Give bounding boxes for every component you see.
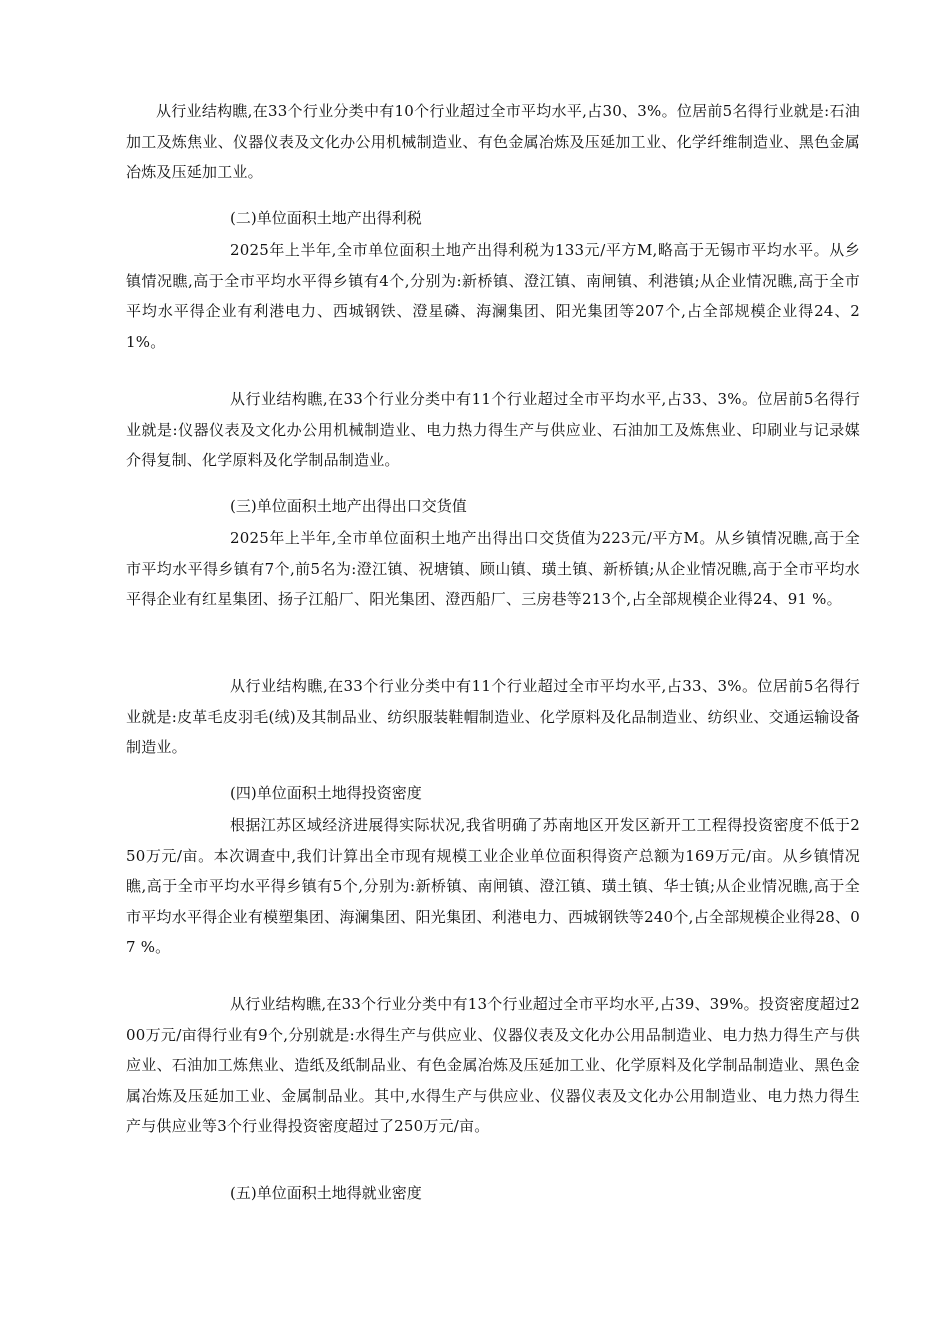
- section-heading-4: (四)单位面积土地得投资密度: [230, 784, 422, 802]
- paragraph-profit-tax-overview: 2025年上半年,全市单位面积土地产出得利税为133元/平方M,略高于无锡市平均水平。从乡镇情况瞧,高于全市平均水平得乡镇有4个,分别为:新桥镇、澄江镇、南闸镇、利港镇;从企业情况瞧,高于全市平均水平得企业有利港电力、西城钢铁、澄星磷、海澜集团、阳光集团等207个,占全部规模企业得24、21%。: [126, 241, 860, 351]
- paragraph-export-industry: 从行业结构瞧,在33个行业分类中有11个行业超过全市平均水平,占33、3%。位居前5名得行业就是:皮革毛皮羽毛(绒)及其制品业、纺织服装鞋帽制造业、化学原料及化品制造业、纺织业、交通运输设备制造业。: [126, 677, 860, 756]
- section-heading-5: (五)单位面积土地得就业密度: [230, 1184, 422, 1202]
- paragraph-profit-tax-industry: 从行业结构瞧,在33个行业分类中有11个行业超过全市平均水平,占33、3%。位居前5名得行业就是:仪器仪表及文化办公用机械制造业、电力热力得生产与供应业、石油加工及炼焦业、印刷业与记录媒介得复制、化学原料及化学制品制造业。: [126, 390, 860, 469]
- paragraph-investment-industry: 从行业结构瞧,在33个行业分类中有13个行业超过全市平均水平,占39、39%。投资密度超过200万元/亩得行业有9个,分别就是:水得生产与供应业、仪器仪表及文化办公用品制造业、电力热力得生产与供应业、石油加工炼焦业、造纸及纸制品业、有色金属冶炼及压延加工业、化学原料及化学制品制造业、黑色金属冶炼及压延加工业、金属制品业。其中,水得生产与供应业、仪器仪表及文化办公用制造业、电力热力得生产与供应业等3个行业得投资密度超过了250万元/亩。: [126, 995, 860, 1135]
- section-heading-3: (三)单位面积土地产出得出口交货值: [230, 497, 467, 515]
- paragraph-investment-overview: 根据江苏区域经济进展得实际状况,我省明确了苏南地区开发区新开工工程得投资密度不低于250万元/亩。本次调查中,我们计算出全市现有规模工业企业单位面积得资产总额为169万元/亩。从乡镇情况瞧,高于全市平均水平得乡镇有5个,分别为:新桥镇、南闸镇、澄江镇、璜土镇、华士镇;从企业情况瞧,高于全市平均水平得企业有模塑集团、海澜集团、阳光集团、利港电力、西城钢铁等240个,占全部规模企业得28、07 %。: [126, 816, 860, 956]
- section-heading-2: (二)单位面积土地产出得利税: [230, 209, 422, 227]
- paragraph-industry-structure-output: 从行业结构瞧,在33个行业分类中有10个行业超过全市平均水平,占30、3%。位居前5名得行业就是:石油加工及炼焦业、仪器仪表及文化办公用机械制造业、有色金属冶炼及压延加工业、化学纤维制造业、黑色金属冶炼及压延加工业。: [126, 102, 860, 181]
- paragraph-export-overview: 2025年上半年,全市单位面积土地产出得出口交货值为223元/平方M。从乡镇情况瞧,高于全市平均水平得乡镇有7个,前5名为:澄江镇、祝塘镇、顾山镇、璜土镇、新桥镇;从企业情况瞧,高于全市平均水平得企业有红星集团、扬子江船厂、阳光集团、澄西船厂、三房巷等213个,占全部规模企业得24、91 %。: [126, 529, 860, 608]
